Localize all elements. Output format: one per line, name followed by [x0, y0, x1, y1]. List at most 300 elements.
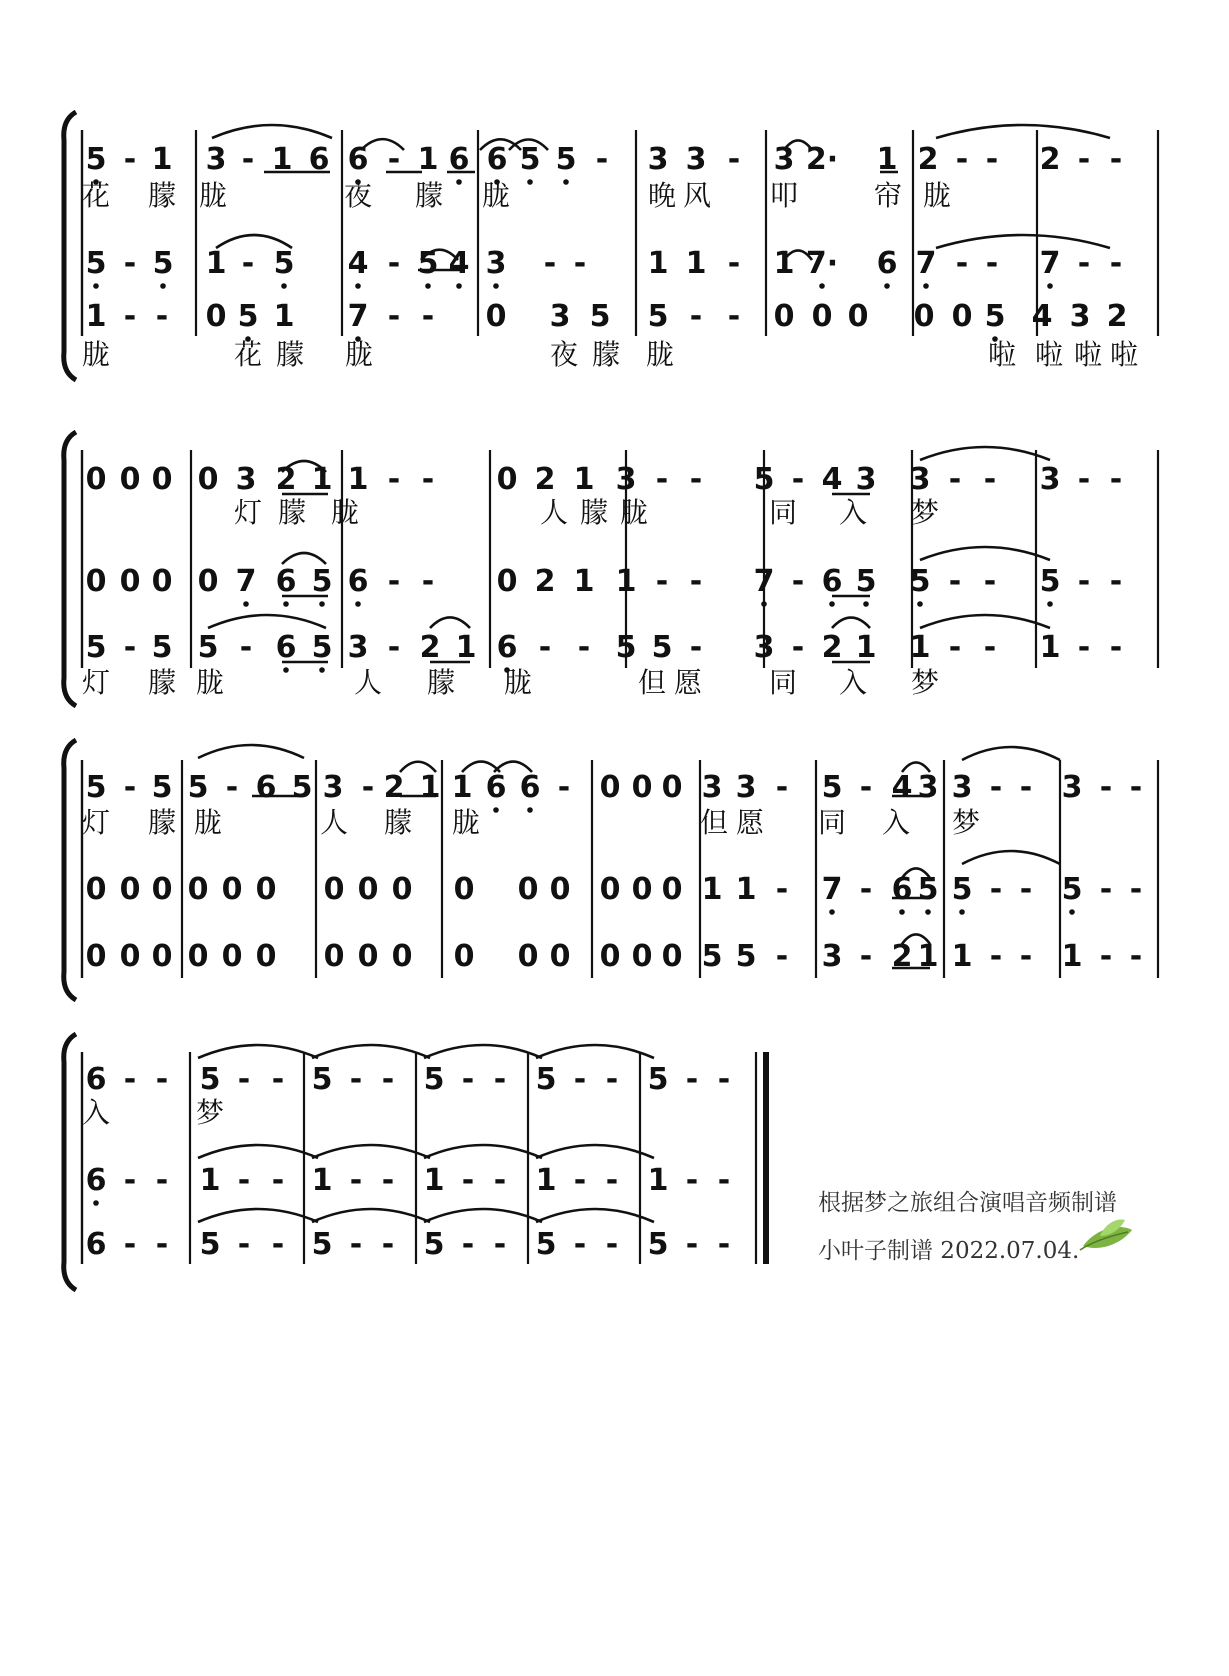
note: - [123, 142, 137, 177]
note: 6 [486, 142, 508, 177]
note: 5 [951, 872, 973, 907]
tie-arc [212, 125, 332, 138]
note: - [573, 1163, 587, 1198]
note: - [717, 1227, 731, 1262]
note: - [983, 462, 997, 497]
note: 0 [187, 872, 209, 907]
note: 2 [891, 939, 913, 974]
tie-arc [962, 851, 1060, 864]
system-brackets [64, 112, 76, 1290]
tie-arc [920, 447, 1050, 460]
lyric-char: 花 [81, 179, 111, 212]
tie-arc [536, 1209, 654, 1222]
note: 4 [821, 462, 843, 497]
octave-dot [425, 283, 431, 289]
notes [86, 142, 1143, 1262]
note: - [573, 1227, 587, 1262]
note: - [155, 299, 169, 334]
note: 6 [485, 770, 507, 805]
note: - [983, 564, 997, 599]
lyric-char: 朦 [147, 666, 177, 699]
lyric-char: 人 [353, 666, 383, 699]
note: 0 [187, 939, 209, 974]
note: 7 [821, 872, 843, 907]
note: - [1109, 630, 1123, 665]
lyric-char: 梦 [951, 806, 981, 839]
lyric-char: 胧 [503, 666, 533, 699]
note: 6 [275, 630, 297, 665]
note: 0 [85, 462, 107, 497]
note: - [123, 299, 137, 334]
note: 1 [535, 1163, 557, 1198]
note: - [859, 770, 873, 805]
note: - [859, 872, 873, 907]
lyric-char: 朦 [275, 338, 305, 371]
note: - [1077, 564, 1091, 599]
note: - [989, 939, 1003, 974]
octave-dot [93, 1200, 99, 1206]
note: 1 [347, 462, 369, 497]
note: 2 [419, 630, 441, 665]
tie-arc [198, 1209, 318, 1222]
lyric-char: 胧 [451, 806, 481, 839]
lyric-char: 入 [81, 1096, 111, 1129]
note: 6 [255, 770, 277, 805]
note: 0 [205, 299, 227, 334]
note: - [1099, 872, 1113, 907]
note: 0 [549, 872, 571, 907]
note: - [461, 1163, 475, 1198]
lyric-char: 但 [637, 666, 667, 699]
note: - [225, 770, 239, 805]
note: 3 [1061, 770, 1083, 805]
note: 1 [573, 462, 595, 497]
octave-dot [243, 601, 249, 607]
lyric-char: 帘 [873, 179, 903, 212]
note: 3 [685, 142, 707, 177]
lyric-char: 灯 [81, 806, 111, 839]
octave-dot [93, 283, 99, 289]
note: - [573, 1062, 587, 1097]
note: 0 [496, 564, 518, 599]
note: 3 [647, 142, 669, 177]
note: - [461, 1062, 475, 1097]
octave-dot [829, 601, 835, 607]
note: - [271, 1062, 285, 1097]
note: 2 [1106, 299, 1128, 334]
note: - [155, 1163, 169, 1198]
note: - [123, 246, 137, 281]
lyric-char: 风 [682, 179, 712, 212]
note: 2 [917, 142, 939, 177]
octave-dot [917, 601, 923, 607]
note: - [237, 1062, 251, 1097]
lyric-char: 夜 [343, 179, 373, 212]
note: - [948, 564, 962, 599]
note: 1 [311, 462, 333, 497]
lyric-char: 朦 [414, 179, 444, 212]
note: - [1129, 872, 1143, 907]
note: 0 [913, 299, 935, 334]
note: 1 [151, 142, 173, 177]
system-bracket [64, 432, 76, 706]
octave-dot [884, 283, 890, 289]
note: 5 [85, 770, 107, 805]
note: 0 [453, 872, 475, 907]
note: - [717, 1163, 731, 1198]
note: 4 [891, 770, 913, 805]
note: - [791, 630, 805, 665]
note: - [538, 630, 552, 665]
note: - [387, 142, 401, 177]
note: 5 [85, 630, 107, 665]
note: 1 [1061, 939, 1083, 974]
note: 6 [519, 770, 541, 805]
note: 5 [423, 1227, 445, 1262]
note: 5 [984, 299, 1006, 334]
lyric-char: 胧 [193, 806, 223, 839]
note: 1 [909, 630, 931, 665]
note: - [543, 246, 557, 281]
note: 0 [811, 299, 833, 334]
note: - [1019, 939, 1033, 974]
note: - [421, 299, 435, 334]
lyric-char: 啦 [1109, 338, 1139, 371]
note: 5 [651, 630, 673, 665]
note: 0 [599, 770, 621, 805]
octave-dot [527, 807, 533, 813]
note: 0 [631, 872, 653, 907]
lyric-char: 愿 [735, 806, 765, 839]
octave-dot [761, 601, 767, 607]
note: 2 [534, 462, 556, 497]
note: - [685, 1062, 699, 1097]
lyric-char: 朦 [277, 496, 307, 529]
note: 0 [357, 872, 379, 907]
tie-arc [962, 747, 1060, 760]
lyric-char: 梦 [910, 496, 940, 529]
note: - [775, 770, 789, 805]
system-bracket [64, 112, 76, 380]
note: 3 [773, 142, 795, 177]
note: 0 [496, 462, 518, 497]
note: 6 [496, 630, 518, 665]
note: 3 [235, 462, 257, 497]
note: - [237, 1163, 251, 1198]
note: 5 [753, 462, 775, 497]
note: 0 [517, 872, 539, 907]
tie-arc [424, 1045, 542, 1058]
lyric-char: 朦 [147, 179, 177, 212]
note: 0 [119, 872, 141, 907]
note: 0 [221, 872, 243, 907]
octave-dot [1047, 283, 1053, 289]
note: - [727, 246, 741, 281]
note: - [1109, 142, 1123, 177]
tie-arc [198, 745, 304, 758]
note: - [1077, 630, 1091, 665]
note: 0 [391, 939, 413, 974]
note: - [1109, 246, 1123, 281]
note: - [493, 1163, 507, 1198]
note: 0 [951, 299, 973, 334]
note: 7 [347, 299, 369, 334]
lyric-char: 胧 [330, 496, 360, 529]
lyric-char: 啦 [987, 338, 1017, 371]
note: 0 [631, 939, 653, 974]
note: 5 [311, 1062, 333, 1097]
note: 5 [735, 939, 757, 974]
note: 5 [237, 299, 259, 334]
octave-dot [829, 909, 835, 915]
lyric-char: 梦 [195, 1096, 225, 1129]
note: - [689, 630, 703, 665]
lyric-char: 朦 [591, 338, 621, 371]
note: - [948, 630, 962, 665]
lyric-char: 胧 [344, 338, 374, 371]
lyric-char: 梦 [910, 666, 940, 699]
note: - [1077, 462, 1091, 497]
octave-dot [493, 283, 499, 289]
lyric-char: 同 [768, 666, 798, 699]
tie-arc [920, 547, 1050, 560]
note: 0 [631, 770, 653, 805]
lyric-char: 人 [539, 496, 569, 529]
note: 6 [347, 142, 369, 177]
note: 5 [535, 1227, 557, 1262]
note: - [387, 564, 401, 599]
note: 0 [661, 939, 683, 974]
octave-dot [283, 667, 289, 673]
note: 3 [205, 142, 227, 177]
note: 3 [347, 630, 369, 665]
note: - [573, 246, 587, 281]
note: 5 [909, 564, 931, 599]
note: 1 [735, 872, 757, 907]
tie-arc [198, 1045, 318, 1058]
note: 3 [701, 770, 723, 805]
lyric-char: 胧 [922, 179, 952, 212]
note: 0 [85, 564, 107, 599]
note: - [605, 1163, 619, 1198]
note: 3 [322, 770, 344, 805]
note: - [123, 1163, 137, 1198]
note: 1 [85, 299, 107, 334]
note: 7 [753, 564, 775, 599]
note: - [1109, 462, 1123, 497]
note: - [155, 1062, 169, 1097]
note: - [1077, 142, 1091, 177]
octave-dot [456, 179, 462, 185]
note: 0 [221, 939, 243, 974]
note: 1 [1039, 630, 1061, 665]
note: - [717, 1062, 731, 1097]
octave-dot [283, 601, 289, 607]
note: 2 [821, 630, 843, 665]
note: 5 [417, 246, 439, 281]
note: 5 [589, 299, 611, 334]
note: 5 [1039, 564, 1061, 599]
lyric-char: 胧 [645, 338, 675, 371]
note: 0 [151, 462, 173, 497]
note: 0 [453, 939, 475, 974]
octave-dot [355, 601, 361, 607]
note: 1 [419, 770, 441, 805]
note: 2 [275, 462, 297, 497]
lyric-char: 晚 [647, 179, 677, 212]
note: 1 [311, 1163, 333, 1198]
note: 6 [308, 142, 330, 177]
note: 3 [951, 770, 973, 805]
note: - [241, 142, 255, 177]
note: 0 [357, 939, 379, 974]
note: 1 [573, 564, 595, 599]
note: 3 [485, 246, 507, 281]
note: - [577, 630, 591, 665]
note: 6 [448, 142, 470, 177]
note: 1 [855, 630, 877, 665]
note: - [948, 462, 962, 497]
note: 0 [599, 872, 621, 907]
octave-dot [319, 667, 325, 673]
note: 5 [85, 246, 107, 281]
note: 4 [1031, 299, 1053, 334]
note: - [349, 1163, 363, 1198]
lyric-char: 胧 [81, 338, 111, 371]
note: 0 [151, 872, 173, 907]
note: 0 [197, 564, 219, 599]
note: - [689, 564, 703, 599]
note: 6 [85, 1163, 107, 1198]
note: 0 [255, 872, 277, 907]
credit-author-date: 小叶子制谱 2022.07.04. [818, 1238, 1080, 1264]
lyric-char: 但 [699, 806, 729, 839]
note: - [271, 1227, 285, 1262]
credit-source: 根据梦之旅组合演唱音频制谱 [818, 1190, 1117, 1216]
tie-arc [312, 1145, 430, 1158]
note: - [493, 1227, 507, 1262]
note: 2 [534, 564, 556, 599]
note: 5 [647, 1227, 669, 1262]
note: 1 [205, 246, 227, 281]
note: - [985, 246, 999, 281]
note: - [1019, 872, 1033, 907]
note: 0 [391, 872, 413, 907]
lyric-char: 愿 [673, 666, 703, 699]
note: - [775, 939, 789, 974]
note: 6 [85, 1062, 107, 1097]
note: - [241, 246, 255, 281]
note: - [685, 1227, 699, 1262]
tie-arc [424, 1209, 542, 1222]
note: - [381, 1062, 395, 1097]
lyric-char: 胧 [481, 179, 511, 212]
note: 5 [151, 630, 173, 665]
note: 1 [273, 299, 295, 334]
note: 7 [915, 246, 937, 281]
note: 0 [255, 939, 277, 974]
lyric-char: 朦 [147, 806, 177, 839]
note: 6 [821, 564, 843, 599]
lyric-char: 灯 [81, 666, 111, 699]
note: - [989, 872, 1003, 907]
note: 1 [199, 1163, 221, 1198]
lyric-char: 叩 [769, 179, 799, 212]
note: - [387, 462, 401, 497]
tie-arc [282, 553, 326, 564]
note: 5 [647, 299, 669, 334]
note: 7 [235, 564, 257, 599]
tie-arc [536, 1045, 654, 1058]
note: 1 [647, 246, 669, 281]
note: 4 [347, 246, 369, 281]
note: - [1099, 770, 1113, 805]
note: - [1129, 770, 1143, 805]
tie-arc [920, 615, 1050, 628]
octave-dot [563, 179, 569, 185]
note: - [387, 299, 401, 334]
note: - [1129, 939, 1143, 974]
octave-dot [527, 179, 533, 185]
lyric-char: 朦 [579, 496, 609, 529]
note: 0 [85, 872, 107, 907]
note: 0 [323, 872, 345, 907]
note: 0 [323, 939, 345, 974]
leaf-logo-icon [1080, 1220, 1132, 1250]
note: 0 [85, 939, 107, 974]
lyric-char: 入 [838, 496, 868, 529]
note: 5 [311, 630, 333, 665]
note: 5 [1061, 872, 1083, 907]
note: - [727, 299, 741, 334]
tie-arc [208, 615, 326, 628]
note: 1 [615, 564, 637, 599]
note: - [361, 770, 375, 805]
note: - [605, 1227, 619, 1262]
note: 1 [951, 939, 973, 974]
octave-dot [160, 283, 166, 289]
octave-dot [493, 807, 499, 813]
octave-dot [1047, 601, 1053, 607]
note: 5 [273, 246, 295, 281]
note: - [655, 564, 669, 599]
tie-arc [832, 618, 870, 628]
lyric-char: 朦 [426, 666, 456, 699]
note: 6 [275, 564, 297, 599]
lyric-char: 朦 [383, 806, 413, 839]
note: 3 [549, 299, 571, 334]
note: 2 [1039, 142, 1061, 177]
lyric-char: 入 [838, 666, 868, 699]
octave-dot [925, 909, 931, 915]
tie-arc [430, 617, 470, 628]
note: - [1099, 939, 1113, 974]
note: 0 [151, 564, 173, 599]
note: - [123, 630, 137, 665]
lyric-char: 人 [319, 806, 349, 839]
note: - [791, 462, 805, 497]
note: 3 [1069, 299, 1091, 334]
note: - [271, 1163, 285, 1198]
note: 2 [383, 770, 405, 805]
note: 6 [347, 564, 369, 599]
note: 3 [909, 462, 931, 497]
note: - [387, 246, 401, 281]
note: 3 [615, 462, 637, 497]
note: - [1077, 246, 1091, 281]
note: 0 [119, 939, 141, 974]
note: - [595, 142, 609, 177]
